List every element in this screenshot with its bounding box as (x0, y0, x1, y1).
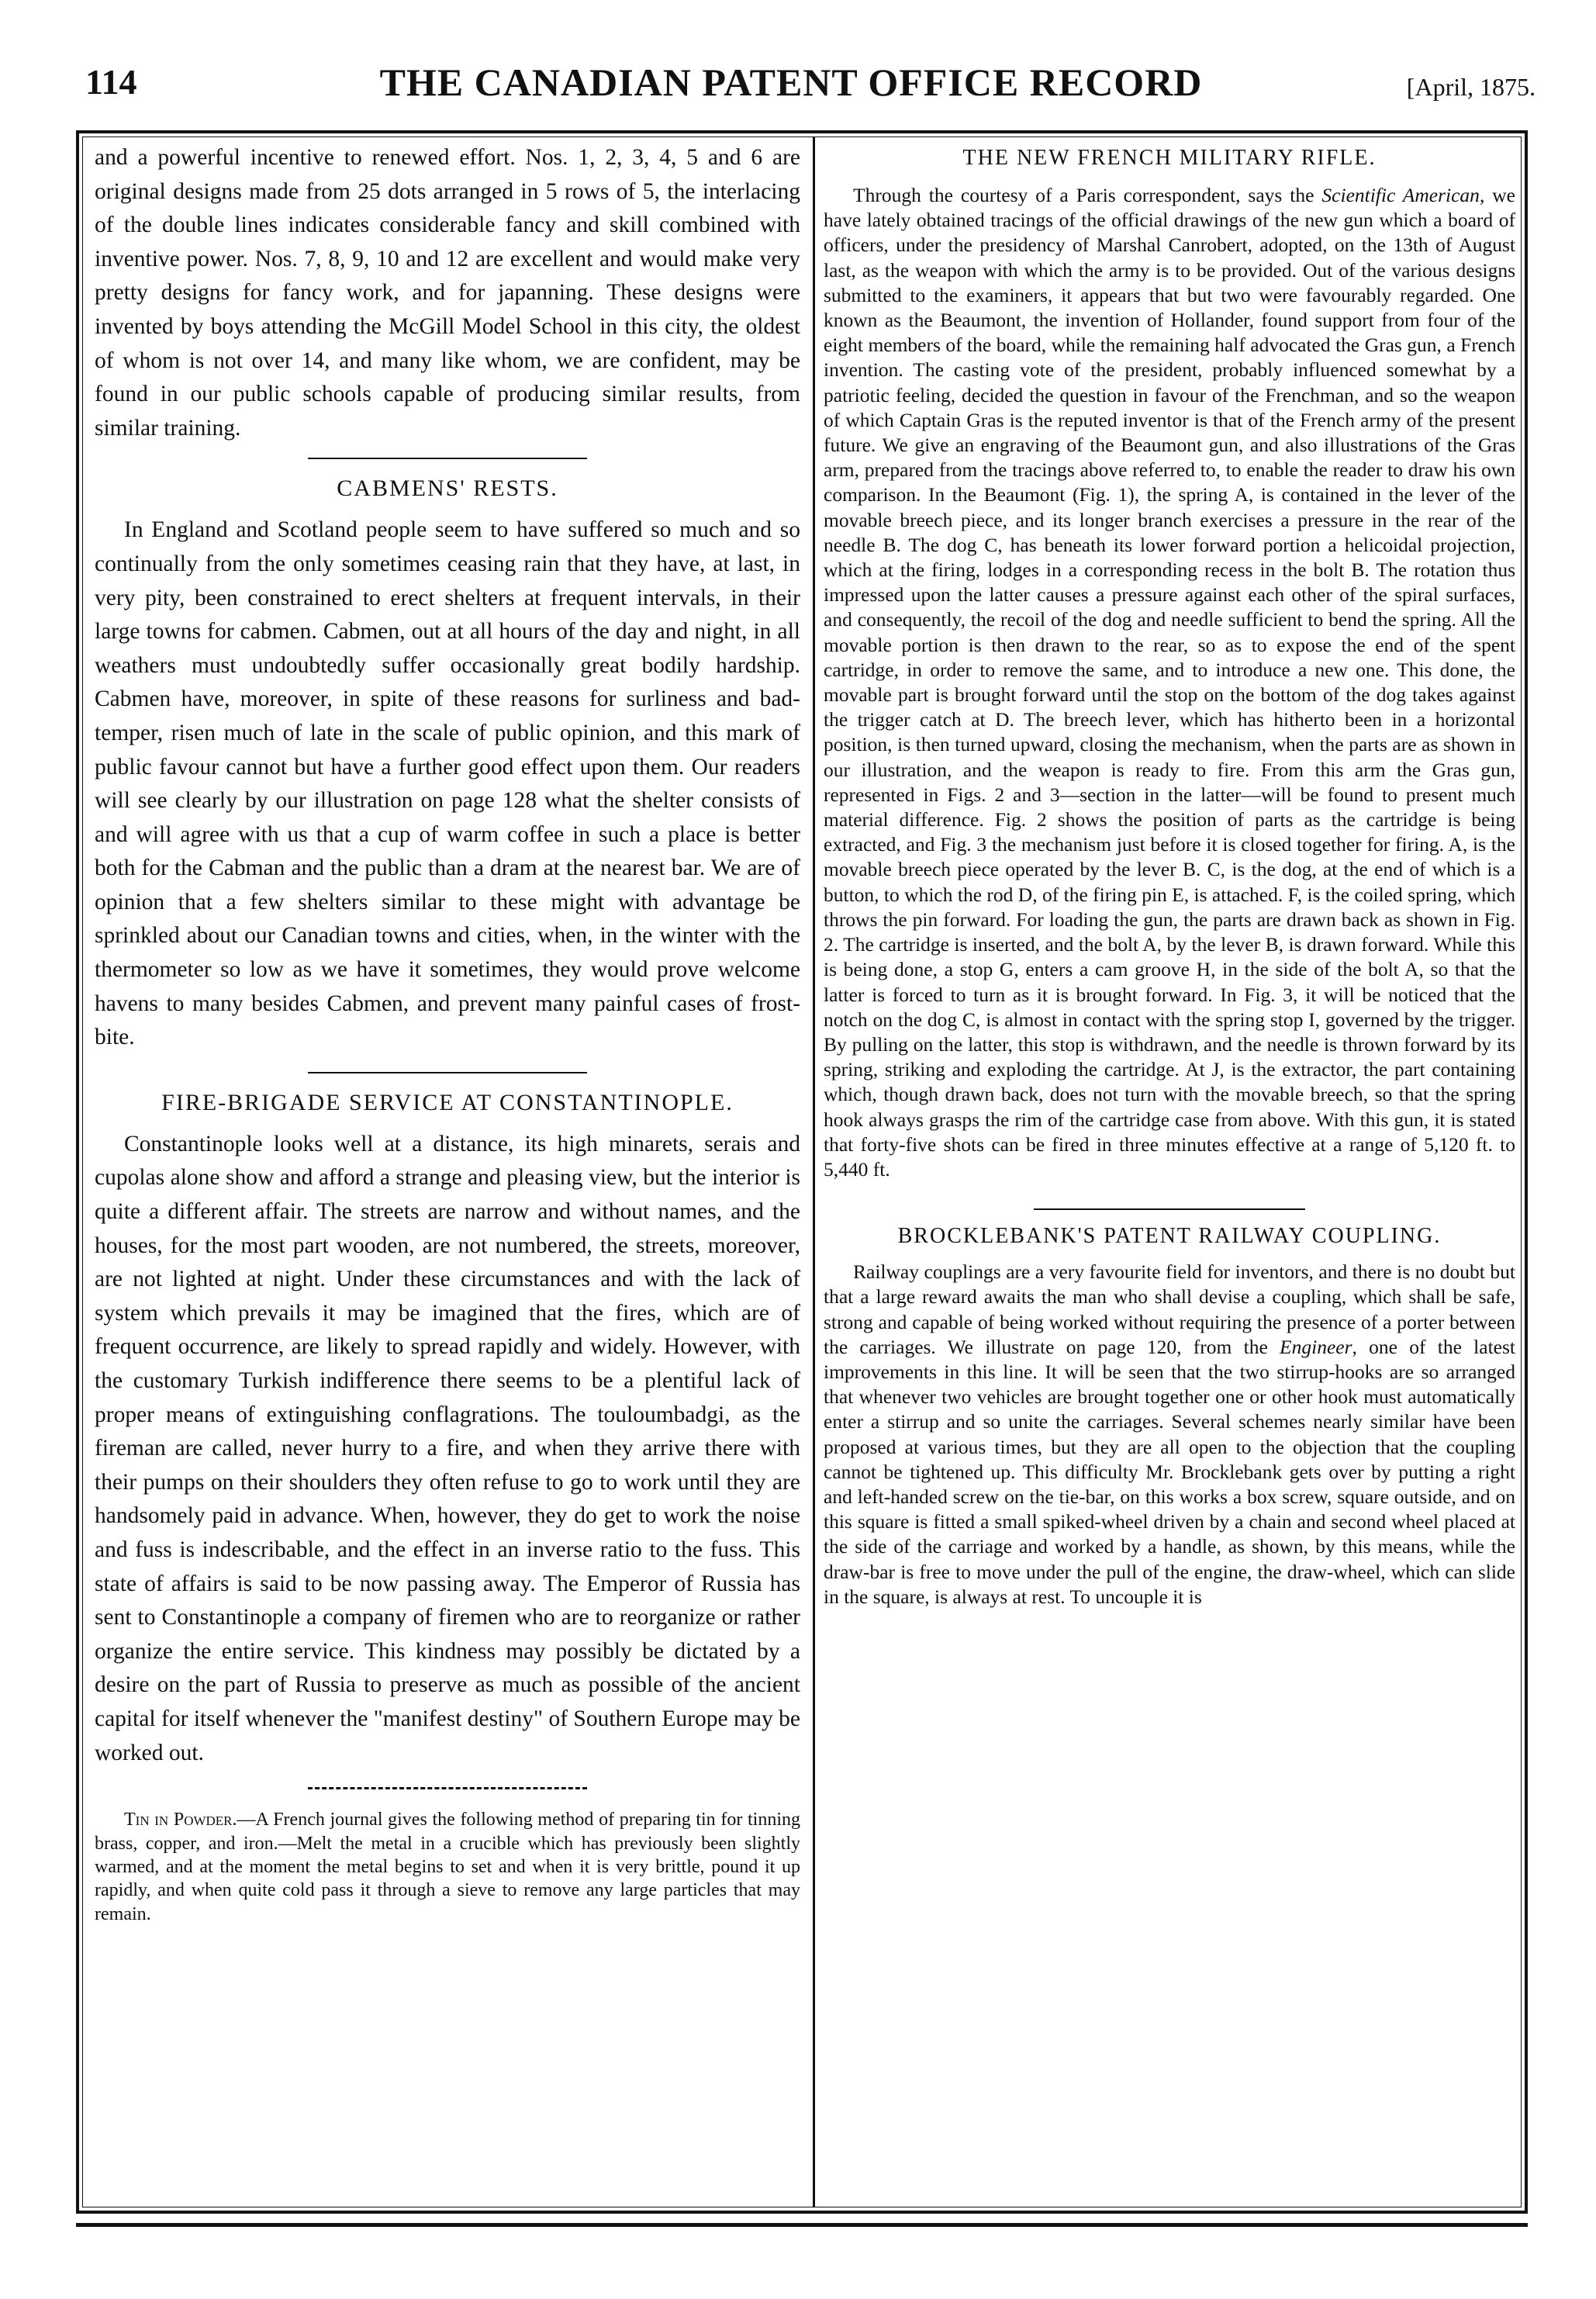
rifle-body-start: Through the courtesy of a Paris correspondent, says the (853, 184, 1322, 206)
rifle-body-rest: , we have lately obtained tracings of the official drawings of the new gun which a board of officers, under the presidency of Marshal Canrobert, adopted, on the 13th of August last, as the weapon with which the army is to be provided. Out of the various designs submitted to the examiners, it appears that but two were favourably regarded. One known as the Beaumont, the invention of Hollander, found support from four of the eight members of the board, while the remaining half advocated the Gras gun, a French invention. The casting vote of the president, probably influenced somewhat by a patriotic feeling, decided the question in favour of the Frenchman, and so the weapon of which Captain Gras is the reputed inventor is that of the French army of the present future. We give an engraving of the Beaumont gun, and also illustrations of the Gras arm, prepared from the tracings above referred to, to enable the reader to draw his own comparison. In the Beaumont (Fig. 1), the spring A, is contained in the lever of the movable breech piece, and its longer branch exercises a pressure in the rear of the needle B. The dog C, has beneath its lower forward portion a helicoidal projection, which at the firing, lodges in a corresponding recess in the bolt B. The rotation thus impressed upon the latter causes a pressure against each other of the spiral surfaces, and consequently, the recoil of the dog and needle sufficient to bend the spring. All the movable portion is then drawn to the rear, so as to expose the end of the spent cartridge, in order to remove the same, and to introduce a new one. This done, the movable part is brought forward until the stop on the bottom of the dog takes against the trigger catch at D. The breech lever, which has hitherto been in a horizontal position, is then turned upward, closing the mechanism, when the parts are as shown in our illustration, and the weapon is ready to fire. From this arm the Gras gun, represented in Figs. 2 and 3—section in the latter—will be found to present much material difference. Fig. 2 shows the position of parts as the cartridge is being extracted, and Fig. 3 the mechanism just before it is closed together for firing. A, is the movable breech piece operated by the lever B. C, is the dog, at the end of which is a button, to which the rod D, of the firing pin E, is attached. F, is the coiled spring, which throws the pin forward. For loading the gun, the parts are drawn back as shown in Fig. 2. The cartridge is inserted, and the bolt A, by the lever B, is drawn forward. While this is being done, a stop G, enters a cam groove H, in the side of the bolt A, so that the latter is forced to turn as it is brought forward. In Fig. 3, it will be noticed that the notch on the dog C, is almost in contact with the spring stop I, governed by the trigger. By pulling on the latter, this stop is withdrawn, and the needle is thrown forward by its spring, striking and exploding the cartridge. At J, is the extractor, the part containing which, though drawn back, does not turn with the movable breech, so that the spring hook always grasps the rim of the cartridge case from above. With this gun, it is stated that forty-five shots can be fired in three minutes effective at a range of 5,120 ft. to 5,440 ft. (824, 184, 1516, 1181)
left-column (95, 141, 800, 1926)
column-divider (813, 137, 815, 2207)
fire-brigade-body: Constantinople looks well at a distance, its high minarets, serais and cupolas alone show and afford a strange and pleasing view, but the interior is quite a different affair. The streets are narrow and without names, and the houses, for the most part wooden, are not numbered, the streets, moreover, are not lighted at night. Under these circumstances and with the lack of system which prevails it may be imagined that the fires, which are of frequent occurrence, are likely to spread rapidly and widely. However, with the customary Turkish indifference there seems to be a plentiful lack of proper means of extinguishing conflagrations. The touloumbadgi, as the fireman are called, never hurry to a fire, and when they arrive there with their pumps on their shoulders they often refuse to go to work until they are handsomely paid in advance. When, however, they do get to work the noise and fuss is indescribable, and the effect in an inverse ratio to the fuss. This state of affairs is said to be now passing away. The Emperor of Russia has sent to Constantinople a company of firemen who are to reorganize or rather organize the entire service. This kindness may possibly be dictated by a desire on the part of Russia to preserve as much as possible of the ancient capital for itself whenever the "manifest destiny" of Southern Europe may be worked out. (95, 1131, 800, 1765)
tin-powder-body: —A French journal gives the following method of preparing tin for tinning brass, copper, and iron.—Melt the metal in a crucible which has previously been slightly warmed, and at the moment the metal begins to set and when it is very brittle, pound it up rapidly, and when quite cold pass it through a sieve to remove any large particles that may remain. (95, 1810, 800, 1924)
cabmens-rests-title: CABMENS' RESTS. (337, 475, 558, 502)
running-title: THE CANADIAN PATENT OFFICE RECORD (379, 60, 1203, 104)
cabmens-rests-body: In England and Scotland people seem to have suffered so much and so continually from the only sometimes ceasing rain that they have, at last, in very pity, been constrained to erect shelters at frequent intervals, in their large towns for cabmen. Cabmen, out at all hours of the day and night, in all weathers must undoubtedly suffer occasionally great bodily hardship. Cabmen have, moreover, in spite of these reasons for surliness and bad-temper, risen much of late in the scale of public opinion, and this mark of public favour cannot but have a further good effect upon them. Our readers will see clearly by our illustration on page 128 what the shelter consists of and will agree with us that a cup of warm coffee in such a place is better both for the Cabman and the public than a dram at the nearest bar. We are of opinion that a few shelters similar to these might with advantage be sprinkled about our Canadian towns and cities, when, in the winter with the thermometer so low as we have it sometimes, they would prove welcome havens to many besides Cabmen, and prevent many painful cases of frost-bite. (95, 517, 800, 1050)
continued-paragraph: and a powerful incentive to renewed effort. Nos. 1, 2, 3, 4, 5 and 6 are original designs made from 25 dots arranged in 5 rows of 5, the interlacing of the double lines indicates considerable fancy and skill combined with inventive power. Nos. 7, 8, 9, 10 and 12 are excellent and would make very pretty designs for fancy work, and for japanning. These designs were invented by boys attending the McGill Model School in this city, the oldest of whom is not over 14, and many like whom, we are confident, may be found in our public schools capable of producing similar results, from similar training. (95, 145, 800, 441)
section-rule (308, 458, 587, 459)
coupling-title: BROCKLEBANK'S PATENT RAILWAY COUPLING. (897, 1224, 1442, 1249)
issue-date: [April, 1875. (1406, 73, 1536, 101)
rifle-body (824, 183, 1515, 1182)
section-rule (1034, 1208, 1305, 1210)
rifle-title: THE NEW FRENCH MILITARY RIFLE. (962, 146, 1377, 170)
page-header (47, 54, 1536, 110)
coupling-body (824, 1260, 1515, 1609)
coupling-body-rest: , one of the latest improvements in this line. It will be seen that the two stirrup-hooks are so arranged that whenever two vehicles are brought together one or other hook must automatically enter a stirrup and so unite the carriages. Several schemes nearly similar have been proposed at various times, but they are all open to the objection that the coupling cannot be tightened up. This difficulty Mr. Brocklebank gets over by putting a right and left-handed screw on the tie-bar, on this works a box screw, square outside, and on this square is fitted a small spiked-wheel driven by a chain and second wheel placed at the side of the carriage and worked by a handle, as shown, by this means, while the draw-bar is free to move under the pull of the engine, the draw-wheel, which can slide in the square, is always at rest. To uncouple it is (824, 1335, 1516, 1608)
dashed-rule (308, 1787, 587, 1789)
bottom-rule (76, 2223, 1528, 2227)
rifle-source: Scientific American (1321, 184, 1480, 206)
tin-powder-lead: Tin in Powder. (124, 1810, 237, 1831)
right-column (824, 141, 1515, 1609)
fire-brigade-title: FIRE-BRIGADE SERVICE AT CONSTANTINOPLE. (161, 1089, 734, 1115)
coupling-source: Engineer (1280, 1335, 1352, 1358)
coupling-body-start: Railway couplings are a very favourite field for inventors, and there is no doubt but that a large reward awaits the man who shall devise a coupling, which shall be safe, strong and capable of being worked without requiring the presence of a porter between the carriages. We illustrate on page 120, from the (824, 1260, 1515, 1358)
page-number: 114 (85, 62, 137, 102)
tin-powder-paragraph (95, 1808, 800, 1926)
section-rule (308, 1072, 587, 1073)
